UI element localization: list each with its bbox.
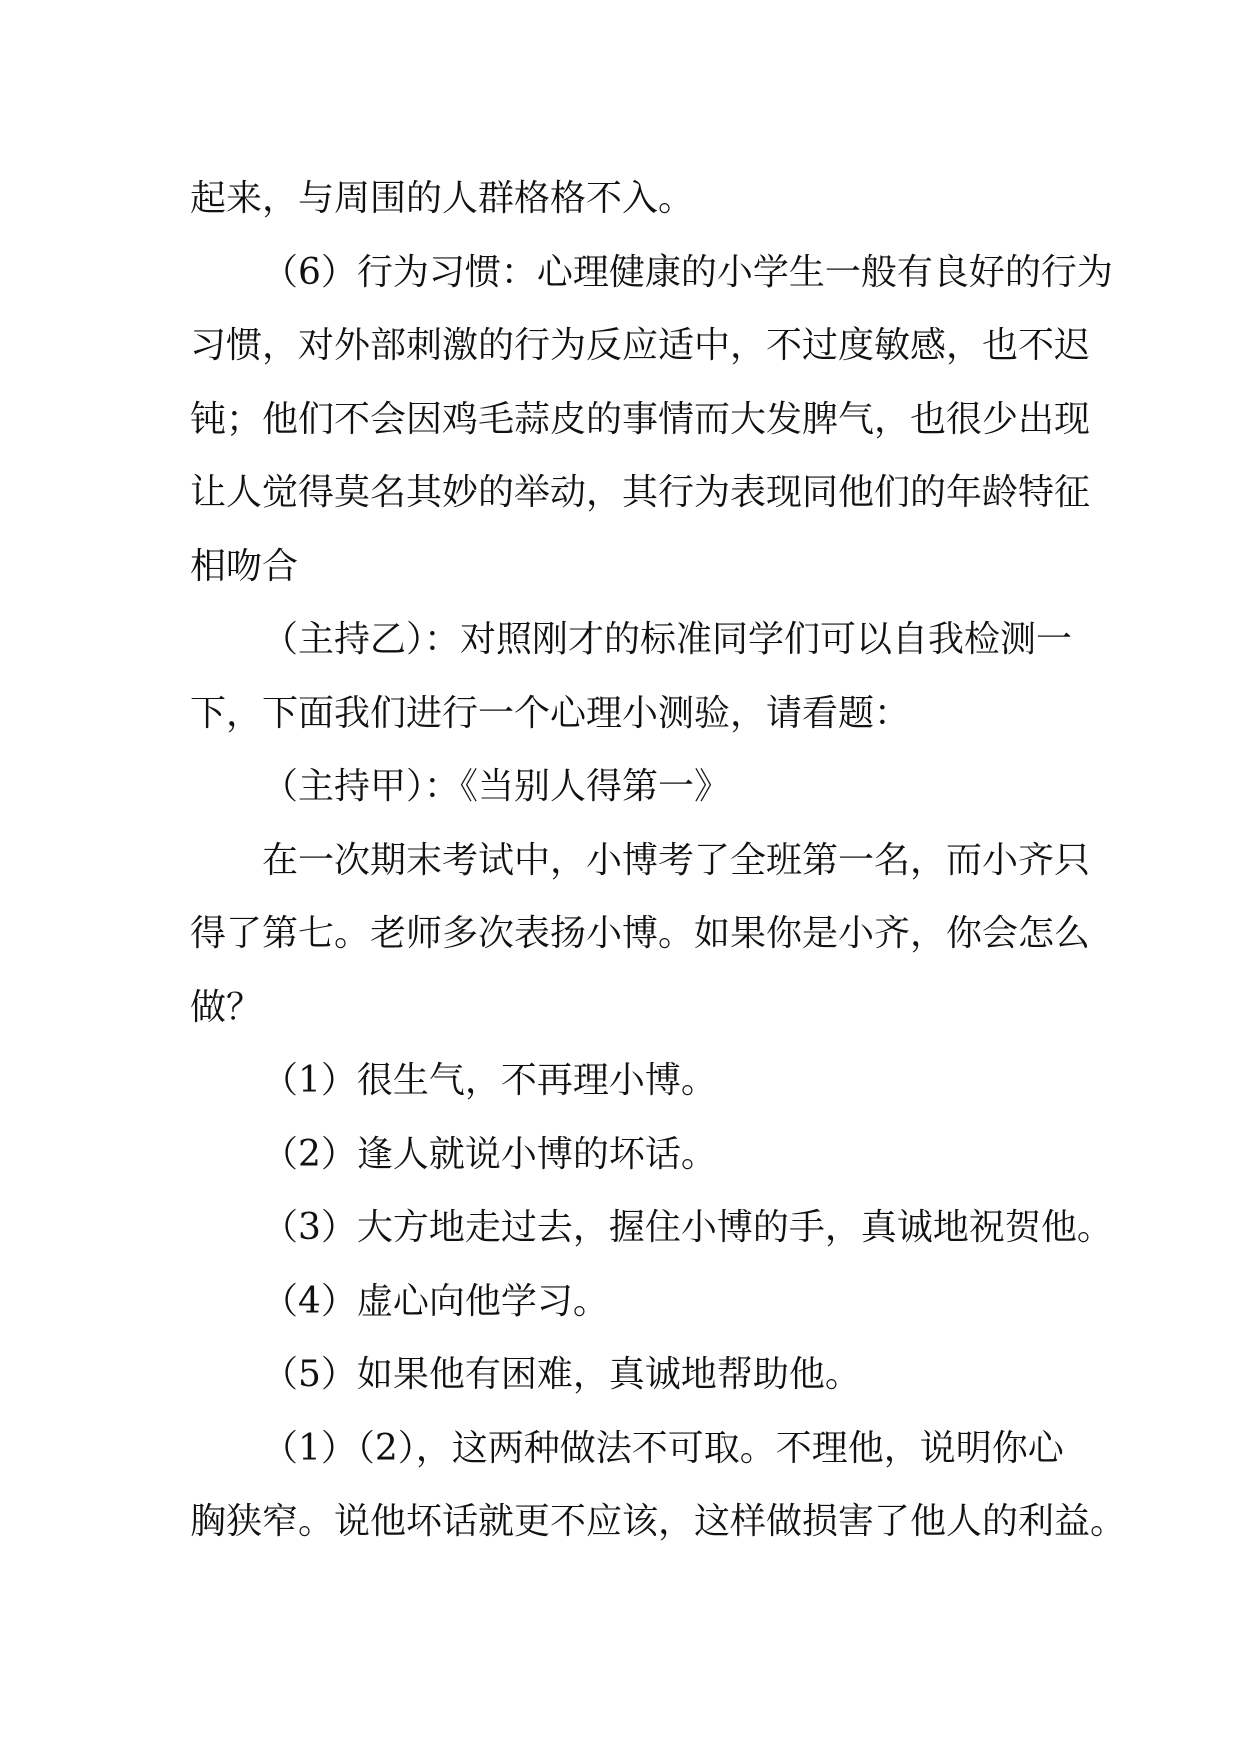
text-line: （1）很生气，不再理小博。 <box>262 1060 717 1101</box>
text-line: 得了第七。老师多次表扬小博。如果你是小齐，你会怎么 <box>190 913 1091 954</box>
text-line: （1）（2），这两种做法不可取。不理他，说明你心 <box>262 1427 1064 1469</box>
text-line: 在一次期末考试中，小博考了全班第一名，而小齐只 <box>262 839 1091 881</box>
text-line: 钝；他们不会因鸡毛蒜皮的事情而大发脾气，也很少出现 <box>190 398 1091 440</box>
text-line: 让人觉得莫名其妙的举动，其行为表现同他们的年龄特征 <box>190 472 1091 513</box>
document-body <box>190 162 1127 1559</box>
text-line: （主持甲）：《当别人得第一》 <box>262 766 731 807</box>
text-line: （6）行为习惯：心理健康的小学生一般有良好的行为 <box>262 251 1113 293</box>
text-line: 胸狭窄。说他坏话就更不应该，这样做损害了他人的利益。 <box>190 1501 1127 1542</box>
text-line: 相吻合 <box>190 545 299 587</box>
text-line: 习惯，对外部刺激的行为反应适中，不过度敏感，也不迟 <box>190 325 1091 366</box>
text-line: （2）逢人就说小博的坏话。 <box>262 1133 717 1175</box>
text-line: 起来，与周围的人群格格不入。 <box>190 178 695 219</box>
text-line: （5）如果他有困难，真诚地帮助他。 <box>262 1354 861 1395</box>
text-line: 做？ <box>190 986 263 1028</box>
text-line: （主持乙）：对照刚才的标准同学们可以自我检测一 <box>262 619 1073 660</box>
text-line: （4）虚心向他学习。 <box>262 1280 609 1322</box>
text-line: （3）大方地走过去，握住小博的手，真诚地祝贺他。 <box>262 1207 1113 1248</box>
text-line: 下，下面我们进行一个心理小测验，请看题： <box>190 692 911 734</box>
